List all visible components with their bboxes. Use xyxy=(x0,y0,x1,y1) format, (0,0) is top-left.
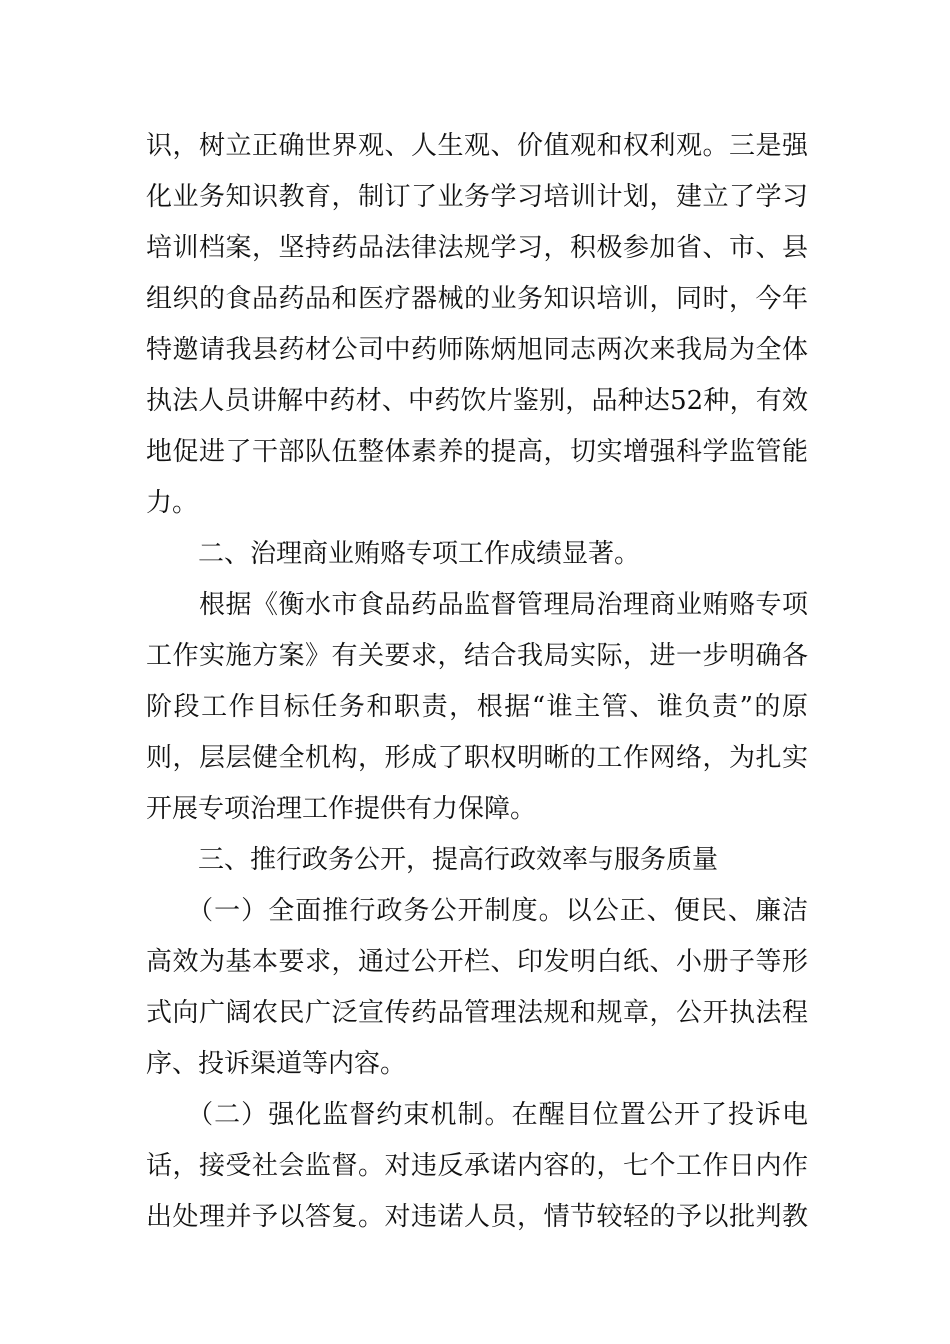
section-heading-3: 三、推行政务公开，提高行政效率与服务质量 xyxy=(146,845,719,875)
text-line-10: 根据《衡水市食品药品监督管理局治理商业贿赂专项 xyxy=(146,590,808,620)
text-line-3: 培训档案，坚持药品法律法规学习，积极参加省、市、县 xyxy=(146,233,808,263)
text-line-17: 高效为基本要求，通过公开栏、印发明白纸、小册子等形 xyxy=(146,947,808,977)
text-line-22: 出处理并予以答复。对违诺人员，情节较轻的予以批判教 xyxy=(146,1202,808,1232)
text-line-18: 式向广阔农民广泛宣传药品管理法规和规章，公开执法程 xyxy=(146,998,808,1028)
text-line-6: 执法人员讲解中药材、中药饮片鉴别，品种达52种，有效 xyxy=(146,386,808,416)
text-line-16: （一）全面推行政务公开制度。以公正、便民、廉洁 xyxy=(146,896,808,926)
text-line-14: 开展专项治理工作提供有力保障。 xyxy=(146,794,537,824)
text-line-12: 阶段工作目标任务和职责，根据“谁主管、谁负责”的原 xyxy=(146,692,808,722)
text-line-21: 话，接受社会监督。对违反承诺内容的，七个工作日内作 xyxy=(146,1151,808,1181)
text-line-20: （二）强化监督约束机制。在醒目位置公开了投诉电 xyxy=(146,1100,808,1130)
text-line-4: 组织的食品药品和医疗器械的业务知识培训，同时，今年 xyxy=(146,284,808,314)
text-line-8: 力。 xyxy=(146,488,199,518)
text-line-1: 识，树立正确世界观、人生观、价值观和权利观。三是强 xyxy=(146,131,808,161)
section-heading-2: 二、治理商业贿赂专项工作成绩显著。 xyxy=(146,539,641,569)
text-line-7: 地促进了干部队伍整体素养的提高，切实增强科学监管能 xyxy=(146,437,808,467)
text-line-19: 序、投诉渠道等内容。 xyxy=(146,1049,407,1079)
text-line-11: 工作实施方案》有关要求，结合我局实际，进一步明确各 xyxy=(146,641,808,671)
text-line-2: 化业务知识教育，制订了业务学习培训计划，建立了学习 xyxy=(146,182,808,212)
text-line-5: 特邀请我县药材公司中药师陈炳旭同志两次来我局为全体 xyxy=(146,335,808,365)
document-body xyxy=(146,121,808,1243)
text-line-13: 则，层层健全机构，形成了职权明晰的工作网络，为扎实 xyxy=(146,743,808,773)
